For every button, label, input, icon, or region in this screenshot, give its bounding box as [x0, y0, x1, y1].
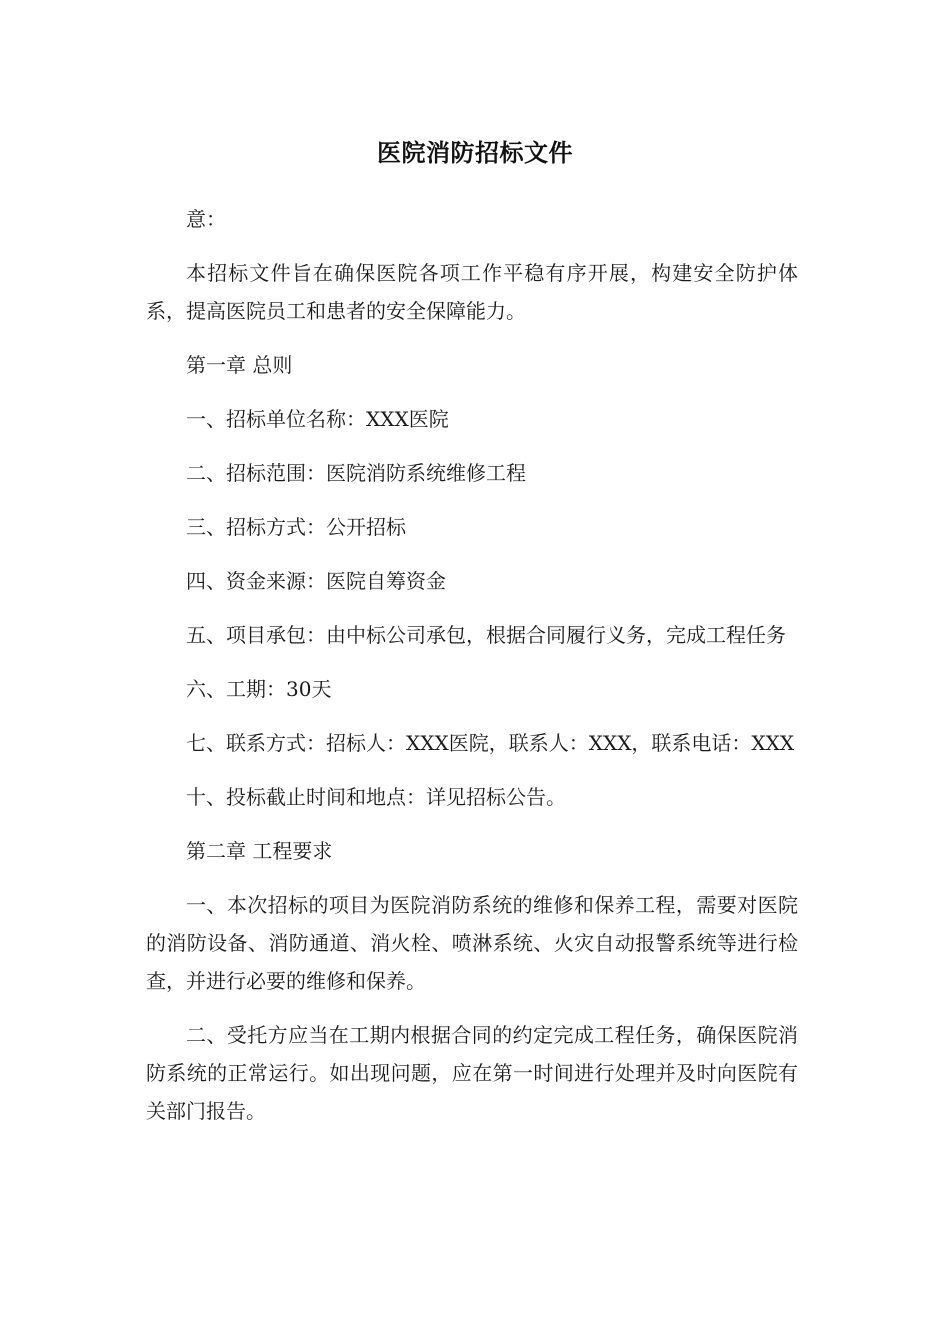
requirement-1: 一、本次招标的项目为医院消防系统的维修和保养工程，需要对医院的消防设备、消防通道、消火栓、喷淋系统、火灾自动报警系统等进行检查，并进行必要的维修和保养。 — [146, 893, 798, 993]
chapter-1-heading: 第一章 总则 — [186, 353, 293, 377]
clause-tender-unit: 一、招标单位名称：XXX医院 — [186, 407, 449, 431]
chapter-2-heading: 第二章 工程要求 — [186, 839, 333, 863]
document-body — [146, 200, 798, 1146]
clause-tender-method: 三、招标方式：公开招标 — [186, 515, 406, 539]
paragraph-purpose: 本招标文件旨在确保医院各项工作平稳有序开展，构建安全防护体系，提高医院员工和患者的安全保障能力。 — [146, 261, 798, 323]
document-title: 医院消防招标文件 — [377, 139, 573, 167]
requirement-2: 二、受托方应当在工期内根据合同的约定完成工程任务，确保医院消防系统的正常运行。如出现问题，应在第一时间进行处理并及时向医院有关部门报告。 — [146, 1023, 798, 1123]
clause-tender-scope: 二、招标范围：医院消防系统维修工程 — [186, 461, 526, 485]
clause-duration: 六、工期：30天 — [186, 677, 332, 701]
clause-project-contract: 五、项目承包：由中标公司承包，根据合同履行义务，完成工程任务 — [186, 623, 786, 647]
paragraph-intro-label: 意： — [186, 207, 226, 231]
clause-funding-source: 四、资金来源：医院自筹资金 — [186, 569, 446, 593]
clause-contact: 七、联系方式：招标人：XXX医院，联系人：XXX，联系电话：XXX — [186, 731, 795, 755]
clause-deadline: 十、投标截止时间和地点：详见招标公告。 — [186, 785, 566, 809]
